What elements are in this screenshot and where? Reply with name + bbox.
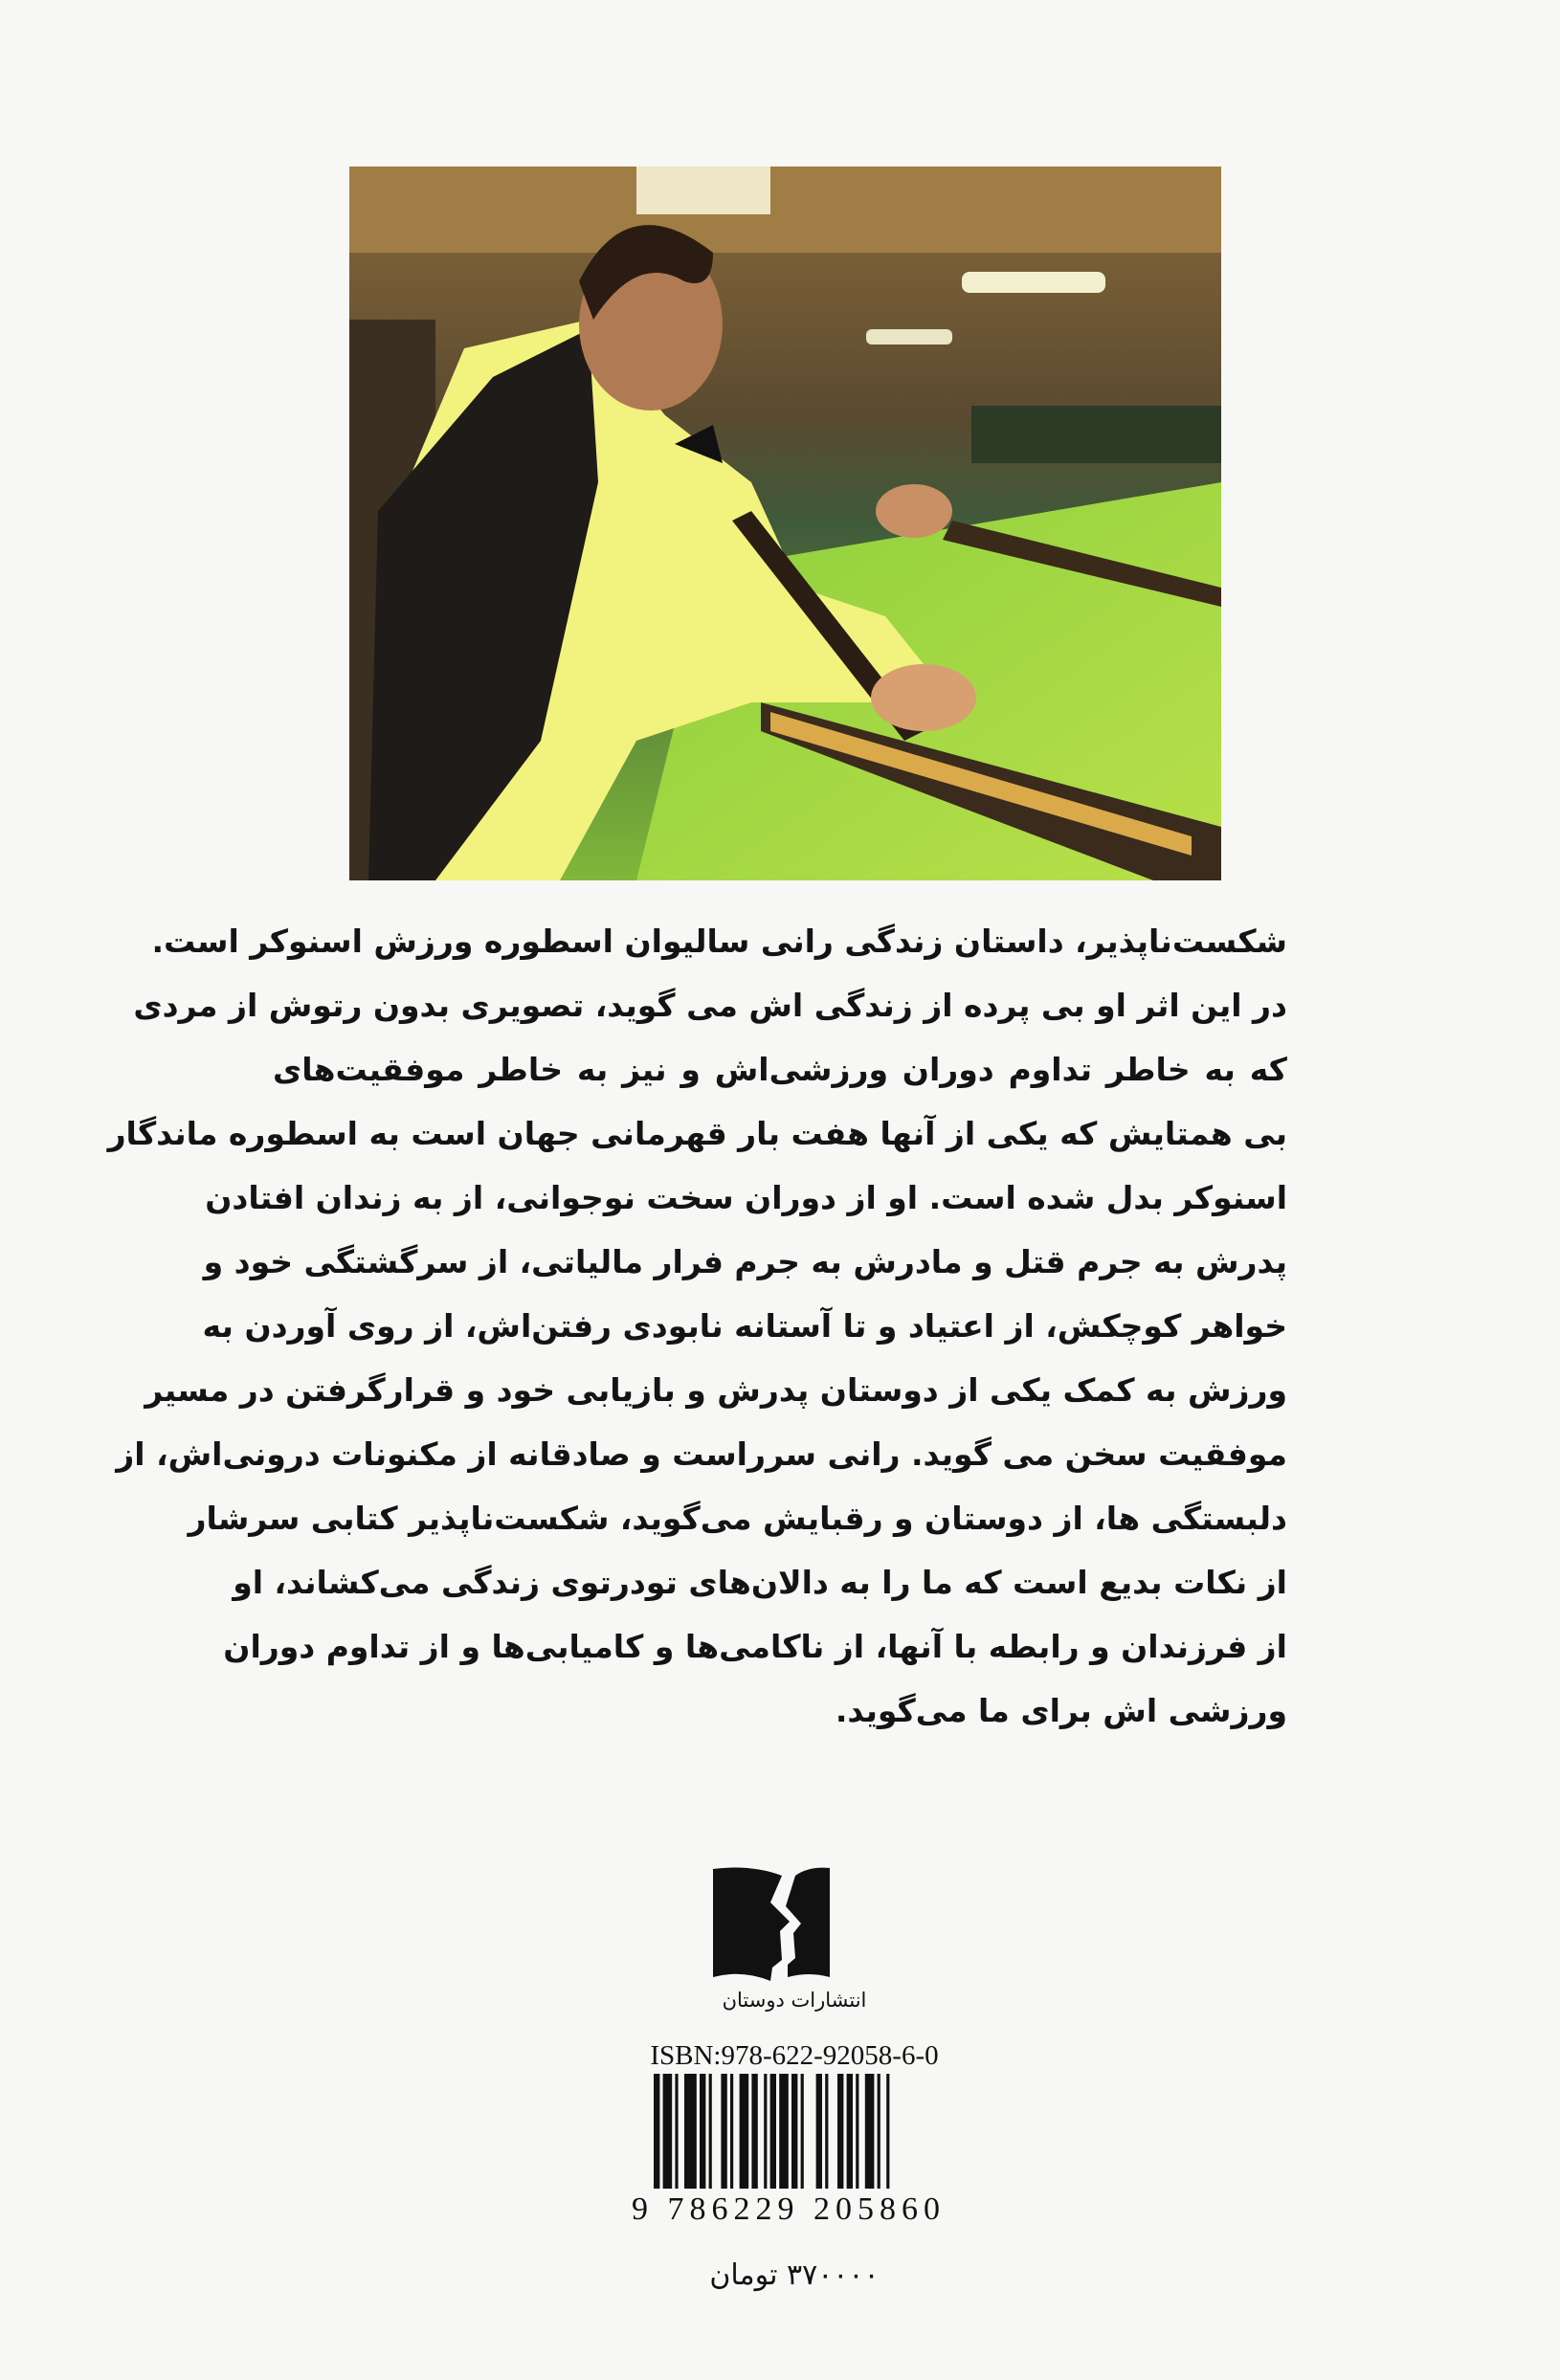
blurb-line: از فرزندان و رابطه با آنها، از ناکامی‌ها و کامیابی‌ها و از تداوم دوران — [223, 1628, 1287, 1665]
blurb-line: خواهر کوچکش، از اعتیاد و تا آستانه نابودی رفتن‌اش، از روی آوردن به — [202, 1307, 1287, 1345]
barcode-bar — [730, 2074, 733, 2189]
cover-photo — [349, 167, 1221, 880]
blurb-line: دلبستگی ها، از دوستان و رقبایش می‌گوید، شکست‌ناپذیر کتابی سرشار — [188, 1500, 1287, 1537]
publisher-name: انتشارات دوستان — [722, 1989, 867, 2012]
barcode-bar — [779, 2074, 789, 2189]
barcode-bar — [764, 2074, 767, 2189]
barcode-bar — [837, 2074, 843, 2189]
barcode-bar — [663, 2074, 673, 2189]
barcode-bar — [684, 2074, 697, 2189]
blurb-line: موفقیت سخن می گوید. رانی سرراست و صادقانه از مکنونات درونی‌اش، از — [116, 1435, 1287, 1473]
barcode-bar — [654, 2074, 659, 2189]
barcode-bar — [865, 2074, 875, 2189]
blurb-line: شکست‌ناپذیر، داستان زندگی رانی سالیوان اسطوره ورزش اسنوکر است. — [151, 923, 1287, 960]
blurb-line: ورزش به کمک یکی از دوستان پدرش و بازیابی خود و قرارگرفتن در مسیر — [145, 1371, 1287, 1409]
blurb-line: که به خاطر تداوم دوران ورزشی‌اش و نیز به خاطر موفقیت‌های — [273, 1051, 1287, 1088]
barcode-bar — [816, 2074, 822, 2189]
blurb-line: ورزشی اش برای ما می‌گوید. — [835, 1692, 1287, 1729]
book-blurb — [107, 909, 1287, 1743]
barcode-bar — [751, 2074, 757, 2189]
barcode-bar — [791, 2074, 797, 2189]
blurb-line: بی همتایش که یکی از آنها هفت بار قهرمانی جهان است به اسطوره ماندگار — [107, 1115, 1287, 1152]
barcode-bar — [825, 2074, 828, 2189]
barcode-bar — [700, 2074, 705, 2189]
barcode-bar — [878, 2074, 880, 2189]
blurb-line: در این اثر او بی پرده از زندگی اش می گوید، تصویری بدون رتوش از مردی — [133, 987, 1287, 1024]
blurb-line: پدرش به جرم قتل و مادرش به جرم فرار مالیاتی، از سرگشتگی خود و — [203, 1243, 1287, 1280]
barcode-bar — [740, 2074, 749, 2189]
barcode — [654, 2074, 939, 2200]
barcode-bar — [721, 2074, 726, 2189]
barcode-bar — [847, 2074, 853, 2189]
barcode-bar — [675, 2074, 678, 2189]
isbn-text: ISBN:978-622-92058-6-0 — [650, 2040, 939, 2071]
barcode-bar — [770, 2074, 776, 2189]
barcode-bar — [801, 2074, 804, 2189]
barcode-digits: 9 786229 205860 — [632, 2191, 946, 2227]
barcode-bar — [709, 2074, 712, 2189]
barcode-bar — [886, 2074, 889, 2189]
price: ۳۷۰۰۰۰ تومان — [709, 2258, 880, 2292]
barcode-bar — [856, 2074, 858, 2189]
blurb-line: از نکات بدیع است که ما را به دالان‌های تودرتوی زندگی می‌کشاند، او — [233, 1564, 1287, 1601]
blurb-line: اسنوکر بدل شده است. او از دوران سخت نوجوانی، از به زندان افتادن — [205, 1179, 1287, 1216]
publisher-logo — [713, 1864, 830, 1981]
